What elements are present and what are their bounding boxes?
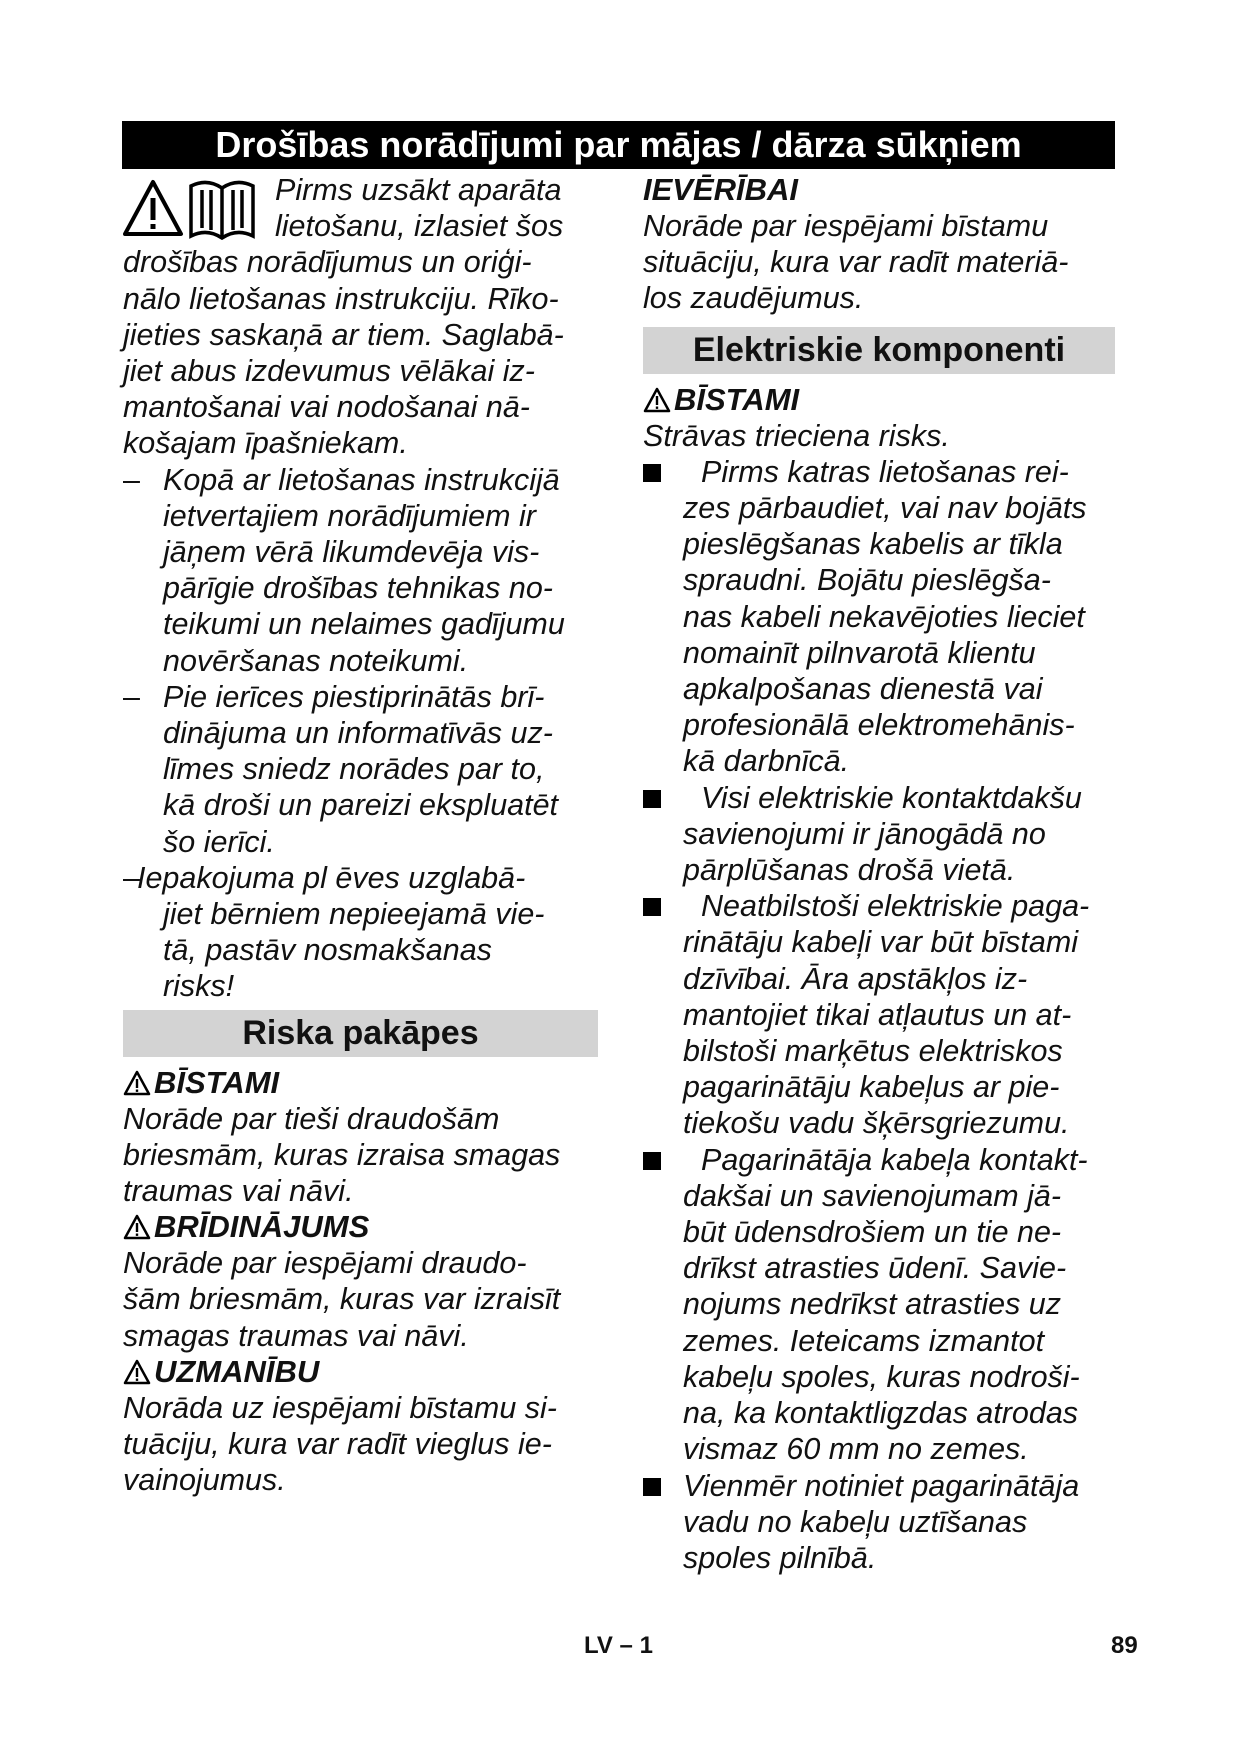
warning-icon xyxy=(123,1214,151,1240)
bullet-line: profesionālā elektromehānis- xyxy=(683,708,1075,743)
bullet-line: Visi elektriskie kontaktdakšu xyxy=(701,780,1082,815)
right-column xyxy=(643,172,1115,1576)
risk-label-text: BRĪDINĀJUMS xyxy=(154,1209,370,1245)
danger-label xyxy=(643,382,1115,418)
dash-list-item xyxy=(123,679,598,860)
risk-text-line: Norāda uz iespējami bīstamu si- xyxy=(123,1390,557,1425)
intro-line: Pirms uzsākt aparāta xyxy=(275,173,562,207)
intro-line: jiet abus izdevumus vēlākai iz- xyxy=(123,354,535,389)
section-heading-risk-levels: Riska pakāpes xyxy=(123,1010,598,1057)
risk-label-text: UZMANĪBU xyxy=(154,1353,320,1389)
dash-item-line: risks! xyxy=(163,969,235,1004)
risk-label xyxy=(123,1065,598,1101)
dash-item-line: kā droši un pareizi ekspluatēt xyxy=(163,788,559,823)
dash-item-line: tā, pastāv nosmakšanas xyxy=(163,933,492,968)
bullet-line: spoles pilnībā. xyxy=(683,1540,877,1575)
bullet-line: kā darbnīcā. xyxy=(683,744,850,779)
dash-marker: – xyxy=(123,679,140,714)
page-title: Drošības norādījumi par mājas / dārza sūkņiem xyxy=(122,121,1115,169)
dash-item-line: Iepakojuma pl ēves uzglabā- xyxy=(137,860,526,895)
bullet-line: vadu no kabeļu uztīšanas xyxy=(683,1504,1028,1539)
bullet-line: Pagarinātāja kabeļa kontakt- xyxy=(701,1142,1088,1177)
danger-label-text: BĪSTAMI xyxy=(674,381,800,417)
bullet-line: dakšai un savienojumam jā- xyxy=(683,1178,1062,1213)
risk-text-line: smagas traumas vai nāvi. xyxy=(123,1318,469,1353)
risk-text-line: tuāciju, kura var radīt vieglus ie- xyxy=(123,1427,552,1462)
intro-line: košajam īpašniekam. xyxy=(123,426,408,461)
bullet-line: Neatbilstoši elektriskie paga- xyxy=(701,889,1090,924)
bullet-square-icon xyxy=(643,1152,661,1170)
bullet-line: zemes. Ieteicams izmantot xyxy=(683,1323,1045,1358)
footer-page-number: 89 xyxy=(1111,1632,1138,1659)
dash-item-line: Kopā ar lietošanas instrukcijā xyxy=(163,462,560,497)
bullet-line: spraudni. Bojātu pieslēgša- xyxy=(683,563,1051,598)
risk-label xyxy=(123,1209,598,1245)
bullet-line: pagarinātāju kabeļus ar pie- xyxy=(683,1070,1060,1105)
bullet-line: vismaz 60 mm no zemes. xyxy=(683,1432,1029,1467)
bullet-list-item xyxy=(643,1142,1115,1468)
intro-line: drošības norādījumus un oriģi- xyxy=(123,245,532,280)
risk-label-text: BĪSTAMI xyxy=(154,1064,280,1100)
manual-book-icon xyxy=(191,182,253,238)
risk-text-line: šām briesmām, kuras var izraisīt xyxy=(123,1282,561,1317)
dash-list-item xyxy=(123,462,598,679)
dash-item-line: šo ierīci. xyxy=(163,824,275,859)
bullet-line: tiekošu vadu šķērsgriezumu. xyxy=(683,1106,1070,1141)
bullet-line: Pirms katras lietošanas rei- xyxy=(701,454,1069,489)
bullet-square-icon xyxy=(643,898,661,916)
risk-text-line: vainojumus. xyxy=(123,1463,286,1498)
dash-item-line: jiet bērniem nepieejamā vie- xyxy=(163,897,545,932)
dash-item-line: jāņem vērā likumdevēja vis- xyxy=(163,535,540,570)
risk-text-line: traumas vai nāvi. xyxy=(123,1174,354,1209)
notice-block xyxy=(643,172,1115,317)
bullet-line: zes pārbaudiet, vai nav bojāts xyxy=(683,491,1087,526)
dash-item-line: dinājuma un informatīvās uz- xyxy=(163,716,553,751)
dash-marker: – xyxy=(123,462,140,497)
bullet-line: nojums nedrīkst atrasties uz xyxy=(683,1287,1062,1322)
bullet-line: pārplūšanas drošā vietā. xyxy=(683,853,1016,888)
intro-line: lietošanu, izlasiet šos xyxy=(275,209,564,244)
bullet-line: būt ūdensdrošiem un tie ne- xyxy=(683,1215,1062,1250)
bullet-list-item xyxy=(643,780,1115,889)
bullet-line: savienojumi ir jānogādā no xyxy=(683,816,1046,851)
warning-triangle-icon xyxy=(125,182,181,234)
warning-manual-icon xyxy=(123,178,258,240)
bullet-line: nomainīt pilnvarotā klientu xyxy=(683,635,1036,670)
bullet-list-item xyxy=(643,454,1115,780)
bullet-line: nas kabeli nekavējoties lieciet xyxy=(683,599,1085,634)
bullet-square-icon xyxy=(643,1478,661,1496)
risk-text-line: Norāde par tieši draudošām xyxy=(123,1101,500,1136)
warning-icon xyxy=(643,387,671,413)
intro-paragraph xyxy=(123,172,598,462)
bullet-line: pieslēgšanas kabelis ar tīkla xyxy=(683,527,1063,562)
intro-line: nālo lietošanas instrukciju. Rīko- xyxy=(123,281,559,316)
bullet-line: apkalpošanas dienestā vai xyxy=(683,672,1043,707)
bullet-square-icon xyxy=(643,790,661,808)
dash-marker: – xyxy=(123,860,140,895)
footer-language-page: LV – 1 xyxy=(584,1632,653,1659)
warning-icon xyxy=(123,1070,151,1096)
risk-text-line: Norāde par iespējami draudo- xyxy=(123,1246,527,1281)
intro-line: mantošanai vai nodošanai nā- xyxy=(123,390,530,425)
bullet-line: kabeļu spoles, kuras nodroši- xyxy=(683,1359,1080,1394)
risk-level-danger xyxy=(123,1065,598,1210)
dash-item-line: novēršanas noteikumi. xyxy=(163,643,469,678)
risk-level-caution xyxy=(123,1354,598,1499)
bullet-line: Vienmēr notiniet pagarinātāja xyxy=(683,1468,1080,1503)
danger-text: Strāvas trieciena risks. xyxy=(643,418,950,453)
risk-text-line: briesmām, kuras izraisa smagas xyxy=(123,1137,561,1172)
bullet-line: dzīvībai. Āra apstākļos iz- xyxy=(683,961,1028,996)
risk-level-warning xyxy=(123,1209,598,1354)
notice-label: IEVĒRĪBAI xyxy=(643,172,799,207)
notice-text-line: situāciju, kura var radīt materiā- xyxy=(643,245,1069,280)
bullet-square-icon xyxy=(643,464,661,482)
risk-label xyxy=(123,1354,598,1390)
section-heading-electrical: Elektriskie komponenti xyxy=(643,327,1115,374)
dash-item-line: ietvertajiem norādījumiem ir xyxy=(163,498,536,533)
bullet-line: rinātāju kabeļi var būt bīstami xyxy=(683,925,1078,960)
dash-list-item xyxy=(123,860,598,1005)
bullet-list-item xyxy=(643,888,1115,1141)
bullet-line: na, ka kontaktligzdas atrodas xyxy=(683,1396,1079,1431)
bullet-line: bilstoši marķētus elektriskos xyxy=(683,1034,1063,1069)
notice-text-line: los zaudējumus. xyxy=(643,281,864,316)
notice-text-line: Norāde par iespējami bīstamu xyxy=(643,209,1049,243)
warning-icon xyxy=(123,1359,151,1385)
dash-item-line: teikumi un nelaimes gadījumu xyxy=(163,607,565,642)
left-column xyxy=(123,172,598,1499)
bullet-line: mantojiet tikai atļautus un at- xyxy=(683,997,1072,1032)
bullet-line: drīkst atrasties ūdenī. Savie- xyxy=(683,1251,1067,1286)
intro-line: jieties saskaņā ar tiem. Saglabā- xyxy=(123,317,564,352)
dash-item-line: pārīgie drošības tehnikas no- xyxy=(163,571,553,606)
dash-item-line: līmes sniedz norādes par to, xyxy=(163,752,545,787)
bullet-list-item xyxy=(643,1468,1115,1577)
dash-item-line: Pie ierīces piestiprinātās brī- xyxy=(163,679,545,714)
